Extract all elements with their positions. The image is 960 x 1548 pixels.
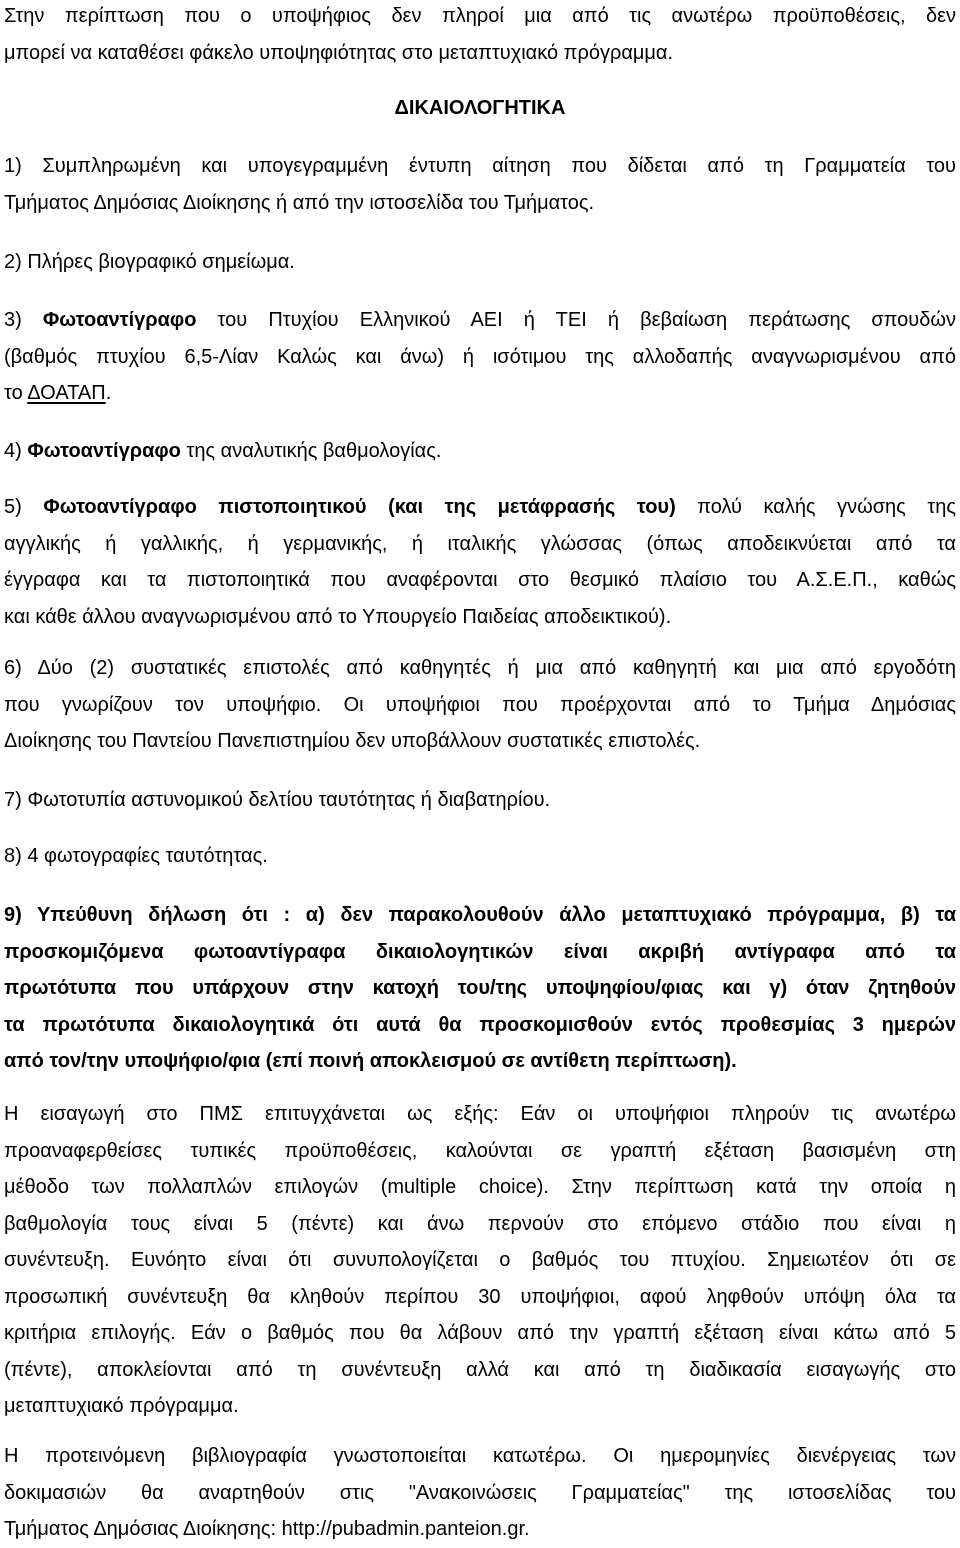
item-9-line-3: πρωτότυπα που υπάρχουν στην κατοχή του/της υποψηφίου/φιας και γ) όταν ζητηθούν (4, 977, 956, 999)
intro-paragraph (4, 0, 956, 71)
item-3-prefix: 3) (4, 309, 43, 331)
item-5-line-4: και κάθε άλλου αναγνωρισμένου από το Υπουργείο Παιδείας αποδεικτικού). (4, 605, 672, 628)
item-7-text: 7) Φωτοτυπία αστυνομικού δελτίου ταυτότητας ή διαβατηρίου. (4, 789, 551, 811)
section-heading: ΔΙΚΑΙΟΛΟΓΗΤΙΚΑ (394, 97, 566, 119)
intro-line-1: Στην περίπτωση που ο υποψήφιος δεν πληροί μια από τις ανωτέρω προϋποθέσεις, δεν (4, 5, 956, 27)
admission-line-6: προσωπική συνέντευξη θα κληθούν περίπου 30 υποψήφιοι, αφού ληφθούν υπόψη όλα τα (4, 1285, 956, 1308)
document-item-5 (4, 489, 956, 635)
admission-line-8: (πέντε), αποκλείονται από τη συνέντευξη αλλά και από τη διαδικασία εισαγωγής στο (4, 1358, 956, 1381)
item-4-rest: της αναλυτικής βαθμολογίας. (180, 440, 442, 462)
item-8-text: 8) 4 φωτογραφίες ταυτότητας. (4, 845, 268, 867)
item-5-rest: πολύ καλής γνώσης της (675, 496, 957, 518)
item-5-line-3: έγγραφα και τα πιστοποιητικά που αναφέρονται στο θεσμικό πλαίσιο του Α.Σ.Ε.Π., καθώς (4, 569, 956, 591)
item-9-line-1: 9) Υπεύθυνη δήλωση ότι : α) δεν παρακολουθούν άλλο μεταπτυχιακό πρόγραμμα, β) τα (4, 904, 956, 926)
item-2-text: 2) Πλήρες βιογραφικό σημείωμα. (4, 251, 295, 273)
intro-line-2: μπορεί να καταθέσει φάκελο υποψηφιότητας στο μεταπτυχιακό πρόγραμμα. (4, 41, 674, 64)
admission-paragraph (4, 1096, 956, 1425)
item-4-line (4, 433, 956, 470)
admission-line-1: Η εισαγωγή στο ΠΜΣ επιτυγχάνεται ως εξής: Εάν οι υποψήφιοι πληρούν τις ανωτέρω (4, 1103, 956, 1125)
document-item-3 (4, 302, 956, 412)
bibliography-line-2: δοκιμασιών θα αναρτηθούν στις "Ανακοινώσεις Γραμματείας" της ιστοσελίδας του (4, 1481, 956, 1504)
item-3-line-3-prefix: το (4, 382, 28, 404)
item-3-line-3 (4, 375, 956, 412)
document-item-2 (4, 244, 956, 281)
item-1-line-1: 1) Συμπληρωμένη και υπογεγραμμένη έντυπη αίτηση που δίδεται από τη Γραμματεία του (4, 155, 956, 177)
admission-line-3: μέθοδο των πολλαπλών επιλογών (multiple choice). Στην περίπτωση κατά την οποία η (4, 1176, 956, 1198)
item-6-line-2: που γνωρίζουν τον υποψήφιο. Οι υποψήφιοι που προέρχονται από το Τμήμα Δημόσιας (4, 693, 956, 716)
item-3-line-3-suffix: . (105, 382, 112, 404)
admission-line-4: βαθμολογία τους είναι 5 (πέντε) και άνω περνούν στο επόμενο στάδιο που είναι η (4, 1212, 956, 1235)
item-5-bold: Φωτοαντίγραφο πιστοποιητικού (και της μετάφρασής του) (43, 496, 676, 518)
item-3-rest: του Πτυχίου Ελληνικού ΑΕΙ ή ΤΕΙ ή βεβαίωση περάτωσης σπουδών (196, 309, 956, 331)
document-item-1 (4, 148, 956, 221)
item-3-bold: Φωτοαντίγραφο (42, 309, 197, 331)
item-3-line-1 (4, 302, 956, 339)
item-5-line-1 (4, 489, 956, 526)
item-1-line-2: Τμήματος Δημόσιας Διοίκησης ή από την ιστοσελίδα του Τμήματος. (4, 191, 595, 214)
document-item-8 (4, 838, 956, 875)
bibliography-line-3: Τμήματος Δημόσιας Διοίκησης: http://pubadmin.panteion.gr. (4, 1518, 530, 1540)
doatap-text: ΔΟΑΤΑΠ (27, 382, 106, 404)
item-9-line-2: προσκομιζόμενα φωτοαντίγραφα δικαιολογητικών είναι ακριβή αντίγραφα από τα (4, 940, 956, 963)
document-item-6 (4, 650, 956, 760)
item-5-prefix: 5) (4, 496, 44, 518)
bibliography-paragraph (4, 1438, 956, 1548)
document-item-7 (4, 782, 956, 819)
item-4-bold: Φωτοαντίγραφο (27, 440, 181, 462)
document-item-9 (4, 897, 956, 1080)
admission-line-5: συνέντευξη. Ευνόητο είναι ότι συνυπολογίζεται ο βαθμός του πτυχίου. Σημειωτέον ότι σε (4, 1249, 956, 1271)
item-3-line-2: (βαθμός πτυχίου 6,5-Λίαν Καλώς και άνω) ή ισότιμου της αλλοδαπής αναγνωρισμένου από (4, 345, 956, 368)
admission-line-9: μεταπτυχιακό πρόγραμμα. (4, 1395, 239, 1417)
item-4-prefix: 4) (4, 440, 28, 462)
bibliography-line-1: Η προτεινόμενη βιβλιογραφία γνωστοποιείται κατωτέρω. Οι ημερομηνίες διενέργειας των (4, 1445, 956, 1467)
admission-line-7: κριτήρια επιλογής. Εάν ο βαθμός που θα λάβουν από την γραπτή εξέταση είναι κάτω από 5 (4, 1322, 956, 1344)
admission-line-2: προαναφερθείσες τυπικές προϋποθέσεις, καλούνται σε γραπτή εξέταση βασισμένη στη (4, 1139, 956, 1162)
item-9-line-4: τα πρωτότυπα δικαιολογητικά ότι αυτά θα προσκομισθούν εντός προθεσμίας 3 ημερών (4, 1013, 956, 1036)
item-5-line-2: αγγλικής ή γαλλικής, ή γερμανικής, ή ιταλικής γλώσσας (όπως αποδεικνύεται από τα (4, 532, 956, 555)
item-9-line-5: από τον/την υποψήφιο/φια (επί ποινή αποκλεισμού σε αντίθετη περίπτωση). (4, 1050, 737, 1072)
item-6-line-1: 6) Δύο (2) συστατικές επιστολές από καθηγητές ή μια από καθηγητή και μια από εργοδότη (4, 657, 956, 679)
item-6-line-3: Διοίκησης του Παντείου Πανεπιστημίου δεν υποβάλλουν συστατικές επιστολές. (4, 730, 701, 752)
document-item-4 (4, 433, 956, 470)
